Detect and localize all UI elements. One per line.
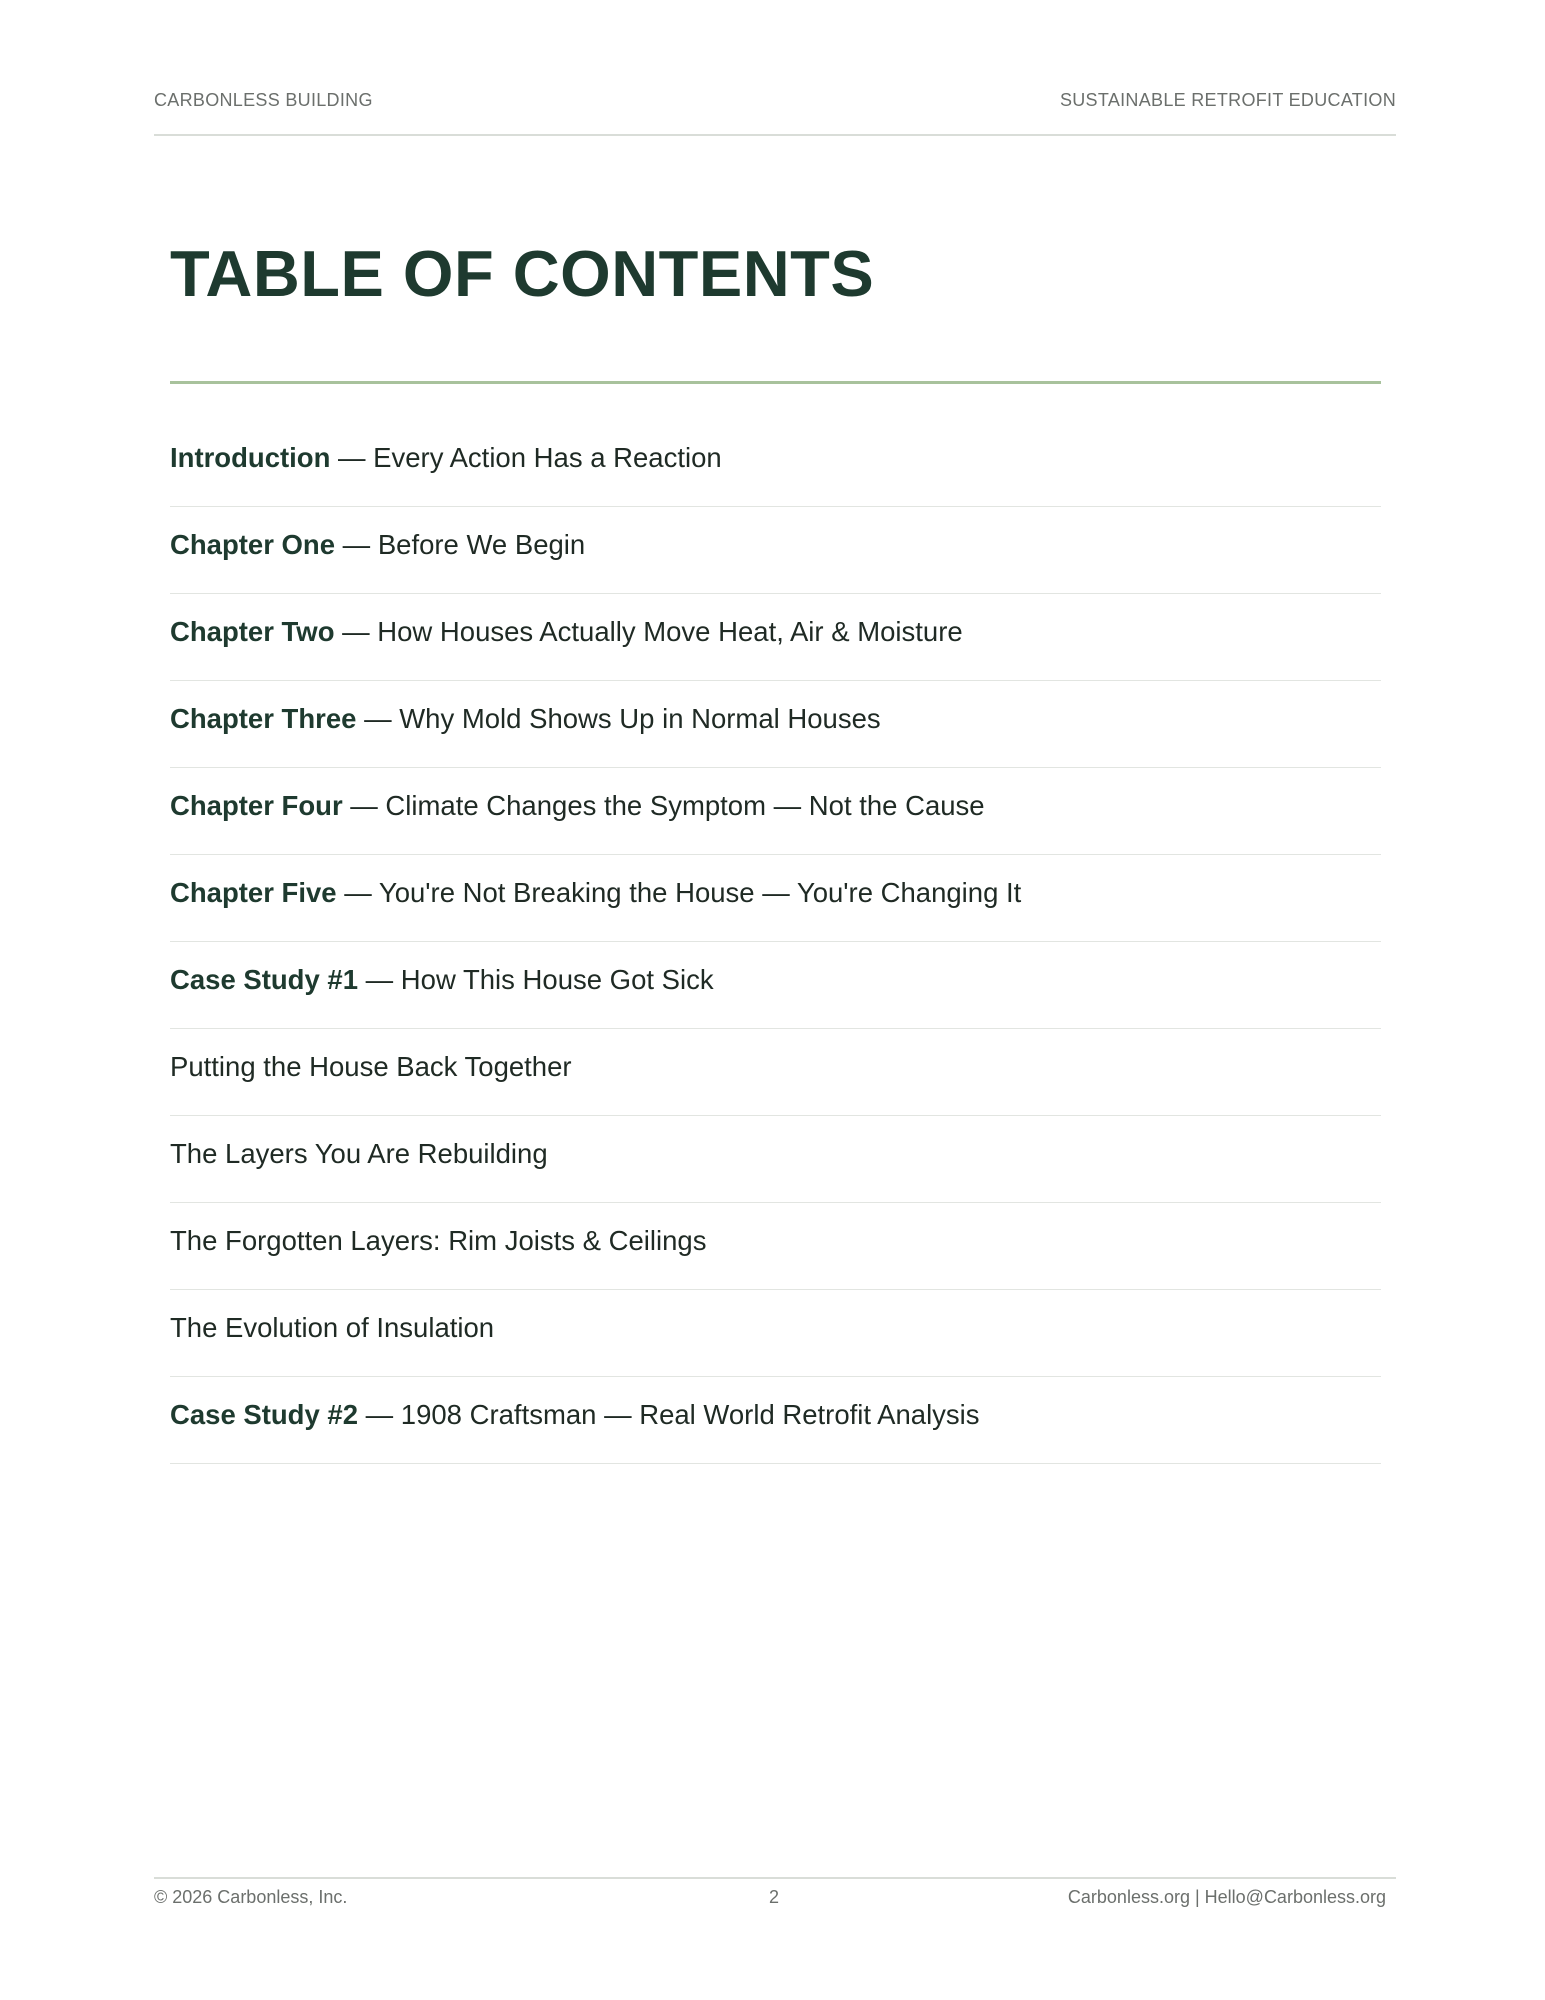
toc-entry-layers-rebuilding[interactable] <box>170 1116 1381 1203</box>
toc-entry-label: Chapter Two <box>170 616 335 647</box>
toc-entry-chapter-five[interactable] <box>170 855 1381 942</box>
toc-entry-putting-house-back-together[interactable] <box>170 1029 1381 1116</box>
toc-entry-chapter-two[interactable] <box>170 594 1381 681</box>
header-tagline: SUSTAINABLE RETROFIT EDUCATION <box>1059 90 1396 110</box>
toc-entry-title: The Layers You Are Rebuilding <box>170 1138 548 1169</box>
toc-entry-label: Chapter Five <box>170 877 337 908</box>
toc-entry-title: Why Mold Shows Up in Normal Houses <box>399 703 881 734</box>
toc-entry-introduction[interactable] <box>170 420 1381 507</box>
toc-entry-separator: — <box>358 1399 401 1430</box>
toc-entry-title: How This House Got Sick <box>400 964 714 995</box>
page-footer <box>154 1877 1396 1917</box>
toc-entry-label: Case Study #2 <box>170 1399 359 1430</box>
toc-list <box>170 420 1381 1464</box>
toc-entry-chapter-four[interactable] <box>170 768 1381 855</box>
toc-entry-chapter-one[interactable] <box>170 507 1381 594</box>
page-title: TABLE OF CONTENTS <box>170 237 875 310</box>
toc-entry-case-study-2[interactable] <box>170 1377 1381 1464</box>
toc-entry-evolution-of-insulation[interactable] <box>170 1290 1381 1377</box>
toc-entry-separator: — <box>356 703 400 734</box>
toc-entry-label: Introduction <box>170 442 331 473</box>
toc-entry-forgotten-layers[interactable] <box>170 1203 1381 1290</box>
footer-copyright: © 2026 Carbonless, Inc. <box>154 1887 348 1907</box>
toc-entry-title: Every Action Has a Reaction <box>373 442 722 473</box>
toc-entry-title: Before We Begin <box>377 529 586 560</box>
toc-entry-label: Case Study #1 <box>170 964 359 995</box>
header-org-name: CARBONLESS BUILDING <box>154 90 373 110</box>
toc-entry-separator: — <box>335 529 378 560</box>
title-divider <box>170 381 1381 384</box>
toc-entry-label: Chapter One <box>170 529 336 560</box>
toc-entry-label: Chapter Three <box>170 703 357 734</box>
toc-entry-separator: — <box>342 790 386 821</box>
toc-entry-title: The Forgotten Layers: Rim Joists & Ceilings <box>170 1225 707 1256</box>
toc-entry-separator: — <box>334 616 378 647</box>
toc-entry-title: 1908 Craftsman — Real World Retrofit Analysis <box>400 1399 980 1430</box>
toc-entry-title: Putting the House Back Together <box>170 1051 572 1082</box>
toc-entry-label: Chapter Four <box>170 790 343 821</box>
footer-contact[interactable]: Carbonless.org | Hello@Carbonless.org <box>1067 1887 1386 1907</box>
toc-entry-case-study-1[interactable] <box>170 942 1381 1029</box>
toc-entry-chapter-three[interactable] <box>170 681 1381 768</box>
toc-entry-separator: — <box>358 964 401 995</box>
toc-entry-title: The Evolution of Insulation <box>170 1312 495 1343</box>
footer-page-number: 2 <box>769 1887 780 1907</box>
page-header <box>154 90 1396 136</box>
toc-entry-title: Climate Changes the Symptom — Not the Cause <box>385 790 985 821</box>
toc-entry-separator: — <box>330 442 374 473</box>
toc-entry-separator: — <box>336 877 379 908</box>
toc-entry-title: You're Not Breaking the House — You're Changing It <box>378 877 1022 908</box>
toc-entry-title: How Houses Actually Move Heat, Air & Moisture <box>377 616 963 647</box>
